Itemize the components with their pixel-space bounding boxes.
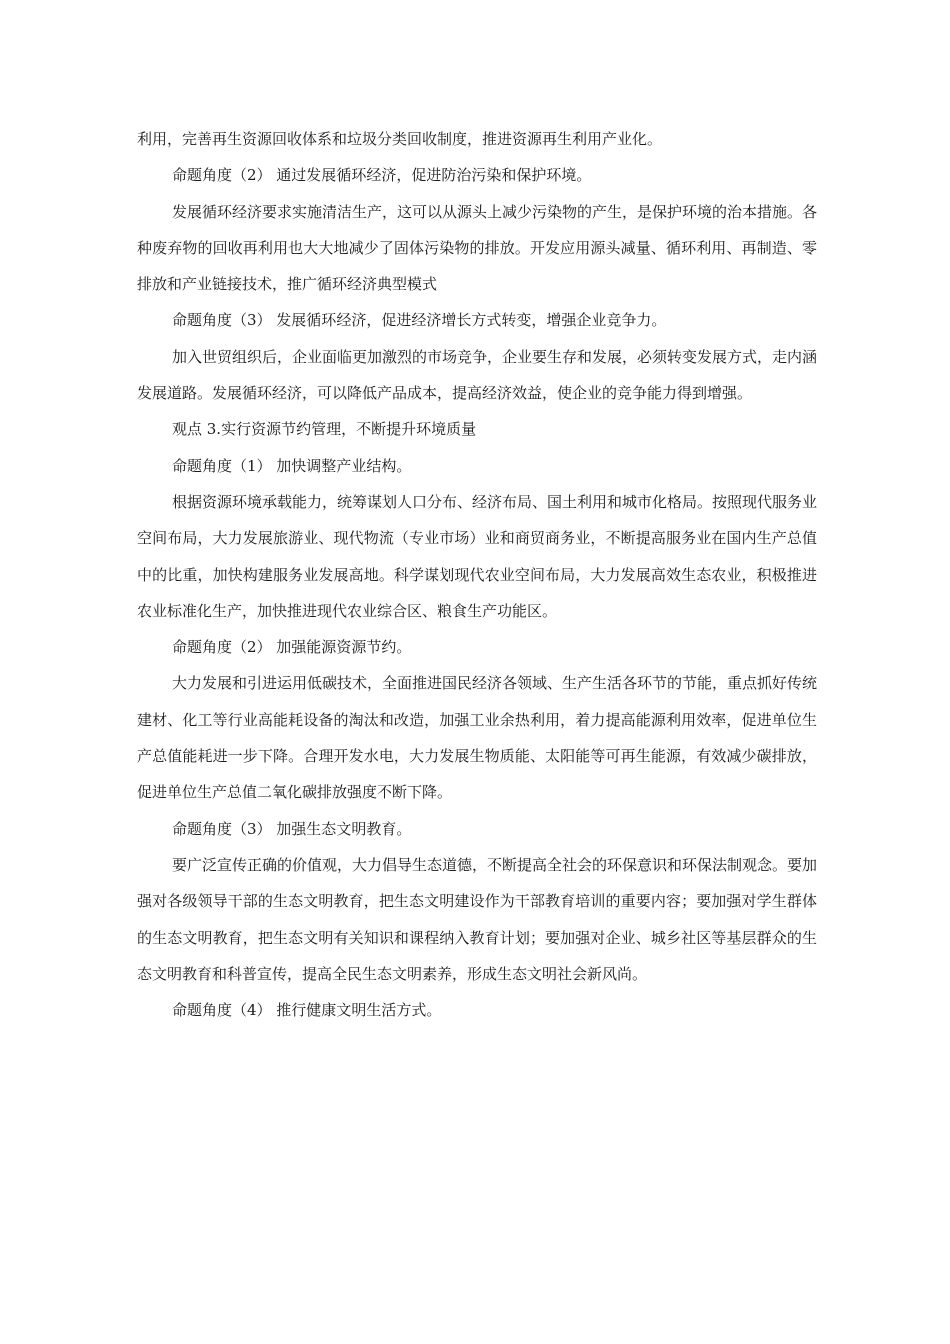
subheading-angle-3-education: 命题角度（3） 加强生态文明教育。 <box>172 819 412 838</box>
paragraph-continuation: 利用，完善再生资源回收体系和垃圾分类回收制度，推进资源再生利用产业化。 <box>137 130 663 148</box>
paragraph-wto-competition: 加入世贸组织后，企业面临更加激烈的市场竞争，企业要生存和发展，必须转变发展方式，走内涵发展道路。发展循环经济，可以降低产品成本，提高经济效益，使企业的竞争能力得到增强。 <box>137 347 818 403</box>
subheading-angle-2: 命题角度（2） 通过发展循环经济，促进防治污染和保护环境。 <box>172 166 592 185</box>
paragraph-industrial-structure: 根据资源环境承载能力，统筹谋划人口分布、经济布局、国土利用和城市化格局。按照现代服务业空间布局，大力发展旅游业、现代物流（专业市场）业和商贸商务业，不断提高服务业在国内生产总值中的比重，加快构建服务业发展高地。科学谋划现代农业空间布局，大力发展高效生态农业，积极推进农业标准化生产，加快推进现代农业综合区、粮食生产功能区。 <box>137 492 818 620</box>
document-body <box>137 121 817 1028</box>
paragraph-clean-production: 发展循环经济要求实施清洁生产，这可以从源头上减少污染物的产生，是保护环境的治本措施。各种废弃物的回收再利用也大大地减少了固体污染物的排放。开发应用源头减量、循环利用、再制造、零排放和产业链接技术，推广循环经济典型模式 <box>137 202 818 294</box>
subheading-angle-3: 命题角度（3） 发展循环经济，促进经济增长方式转变，增强企业竞争力。 <box>172 311 667 330</box>
subheading-angle-4: 命题角度（4） 推行健康文明生活方式。 <box>172 1001 442 1020</box>
paragraph-ecological-education: 要广泛宣传正确的价值观，大力倡导生态道德，不断提高全社会的环保意识和环保法制观念。要加强对各级领导干部的生态文明教育，把生态文明建设作为干部教育培训的重要内容；要加强对学生群体的生态文明教育，把生态文明有关知识和课程纳入教育计划；要加强对企业、城乡社区等基层群众的生态文明教育和科普宣传，提高全民生态文明素养，形成生态文明社会新风尚。 <box>137 855 818 983</box>
section-heading-viewpoint-3: 观点 3.实行资源节约管理，不断提升环境质量 <box>172 420 477 439</box>
paragraph-low-carbon: 大力发展和引进运用低碳技术，全面推进国民经济各领域、生产生活各环节的节能，重点抓好传统建材、化工等行业高能耗设备的淘汰和改造，加强工业余热利用，着力提高能源利用效率，促进单位生产总值能耗进一步下降。合理开发水电，大力发展生物质能、太阳能等可再生能源，有效减少碳排放，促进单位生产总值二氧化碳排放强度不断下降。 <box>137 674 818 802</box>
subheading-angle-2-energy: 命题角度（2） 加强能源资源节约。 <box>172 638 412 657</box>
subheading-angle-1: 命题角度（1） 加快调整产业结构。 <box>172 456 412 475</box>
